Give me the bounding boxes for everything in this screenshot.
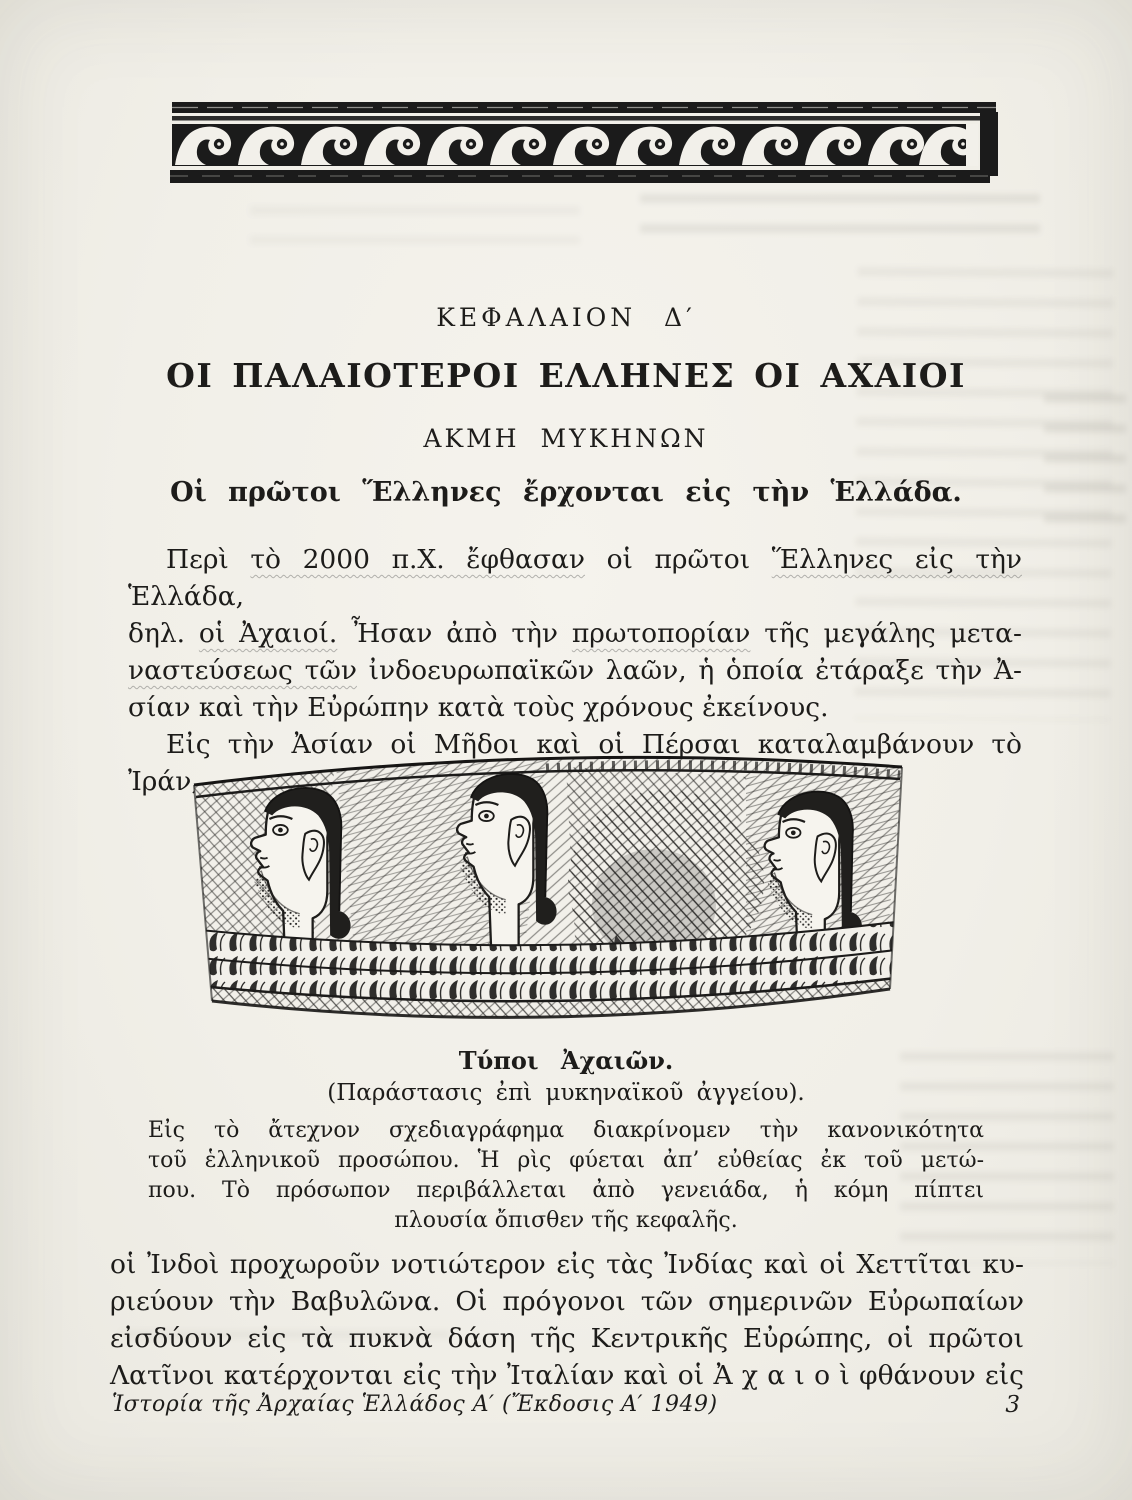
text-line <box>128 652 1022 689</box>
text-segment: ἰνδοευρωπαϊκῶν λαῶν, ἡ ὁποία ἐτάραξε τὴν Ἀ- <box>356 655 1022 686</box>
text-line <box>148 1146 984 1176</box>
figure-caption-title: Τύποι Ἀχαιῶν. <box>458 1046 674 1075</box>
text-segment: εἰσδύουν εἰς τὰ πυκνὰ δάση τῆς Κεντρικῆς Εὐρώπης, οἱ πρῶτοι <box>110 1323 1024 1354</box>
text-segment: πλουσία ὄπισθεν τῆς κεφαλῆς. <box>394 1208 738 1233</box>
figure-caption-text <box>148 1116 984 1236</box>
pencil-underlined-text: τὸ 2000 π.Χ. ἔφθασαν <box>250 544 586 575</box>
text-line <box>148 1206 984 1236</box>
section-heading: Οἱ πρῶτοι Ἕλληνες ἔρχονται εἰς τὴν Ἑλλάδα. <box>170 477 962 508</box>
text-line <box>148 1116 984 1146</box>
footer-book-title: Ἱστορία τῆς Ἀρχαίας Ἑλλάδος Α′ (Ἔκδοσις Α′ 1949) <box>112 1392 718 1417</box>
page-title: ΟΙ ΠΑΛΑΙΟΤΕΡΟΙ ΕΛΛΗΝΕΣ ΟΙ ΑΧΑΙΟΙ <box>166 356 966 395</box>
text-segment: Εἰς τὴν Ἀσίαν οἱ Μῆδοι καὶ οἱ Πέρσαι καταλαμβάνουν τὸ Ἰράν, <box>128 729 1022 797</box>
text-segment: οἱ Ἰνδοὶ προχωροῦν νοτιώτερον εἰς τὰς Ἰνδίας καὶ οἱ Χεττῖται κυ- <box>110 1249 1024 1280</box>
bleedthrough-smudge <box>640 194 1040 252</box>
text-line <box>128 615 1022 652</box>
text-line <box>110 1357 1024 1394</box>
page-number: 3 <box>1005 1392 1020 1418</box>
text-segment: τοῦ ἑλληνικοῦ προσώπου. Ἡ ρὶς φύεται ἀπ’ εὐθείας ἐκ τοῦ μετώ- <box>148 1148 984 1173</box>
pencil-underlined-text: πρωτοπορίαν <box>571 618 751 649</box>
pencil-underlined-text: ναστεύσεως τῶν <box>128 655 357 686</box>
text-segment: σίαν καὶ τὴν Εὐρώπην κατὰ τοὺς χρόνους ἐκείνους. <box>128 692 829 723</box>
pencil-underlined-text: οἱ Ἀχαιοί. <box>198 618 338 649</box>
bleedthrough-smudge <box>1044 394 1126 536</box>
text-segment: ριεύουν τὴν Βαβυλῶνα. Οἱ πρόγονοι τῶν σημερινῶν Εὐρωπαίων <box>110 1286 1024 1317</box>
figure-achaean-heads-drawing <box>186 737 908 1039</box>
chapter-heading: ΚΕΦΑΛΑΙΟΝ Δ′ <box>436 303 696 332</box>
text-segment: δηλ. <box>128 618 199 649</box>
text-segment: οἱ πρῶτοι <box>585 544 772 575</box>
body-text-bottom <box>110 1246 1024 1394</box>
bleedthrough-smudge <box>250 206 580 244</box>
ornament-wave-band <box>170 100 1008 188</box>
text-line <box>110 1246 1024 1283</box>
paragraph <box>110 1246 1024 1394</box>
figure-caption-subtitle: (Παράστασις ἐπὶ μυκηναϊκοῦ ἀγγείου). <box>327 1080 805 1106</box>
text-segment: Περὶ <box>166 544 251 575</box>
text-segment: Λατῖνοι κατέρχονται εἰς τὴν Ἰταλίαν καὶ οἱ Ἀ χ α ι ο ὶ φθάνουν εἰς <box>110 1360 1024 1391</box>
text-line <box>128 541 1022 615</box>
pencil-underlined-text: Ἕλληνες εἰς τὴν <box>771 544 1022 575</box>
text-line <box>110 1320 1024 1357</box>
text-line <box>110 1283 1024 1320</box>
paragraph <box>128 541 1022 726</box>
text-segment: Ἑλλάδα, <box>128 581 245 612</box>
page-subtitle: ΑΚΜΗ ΜΥΚΗΝΩΝ <box>423 424 709 453</box>
text-segment: Εἰς τὸ ἄτεχνον σχεδιαγράφημα διακρίνομεν τὴν κανονικότητα <box>148 1118 984 1143</box>
text-segment: που. Τὸ πρόσωπον περιβάλλεται ἀπὸ γενειάδα, ἡ κόμη πίπτει <box>148 1178 984 1203</box>
text-segment: Ἦσαν ἀπὸ τὴν <box>337 618 572 649</box>
text-line <box>148 1176 984 1206</box>
text-segment: τῆς μεγάλης μετα- <box>750 618 1022 649</box>
text-line <box>128 689 1022 726</box>
